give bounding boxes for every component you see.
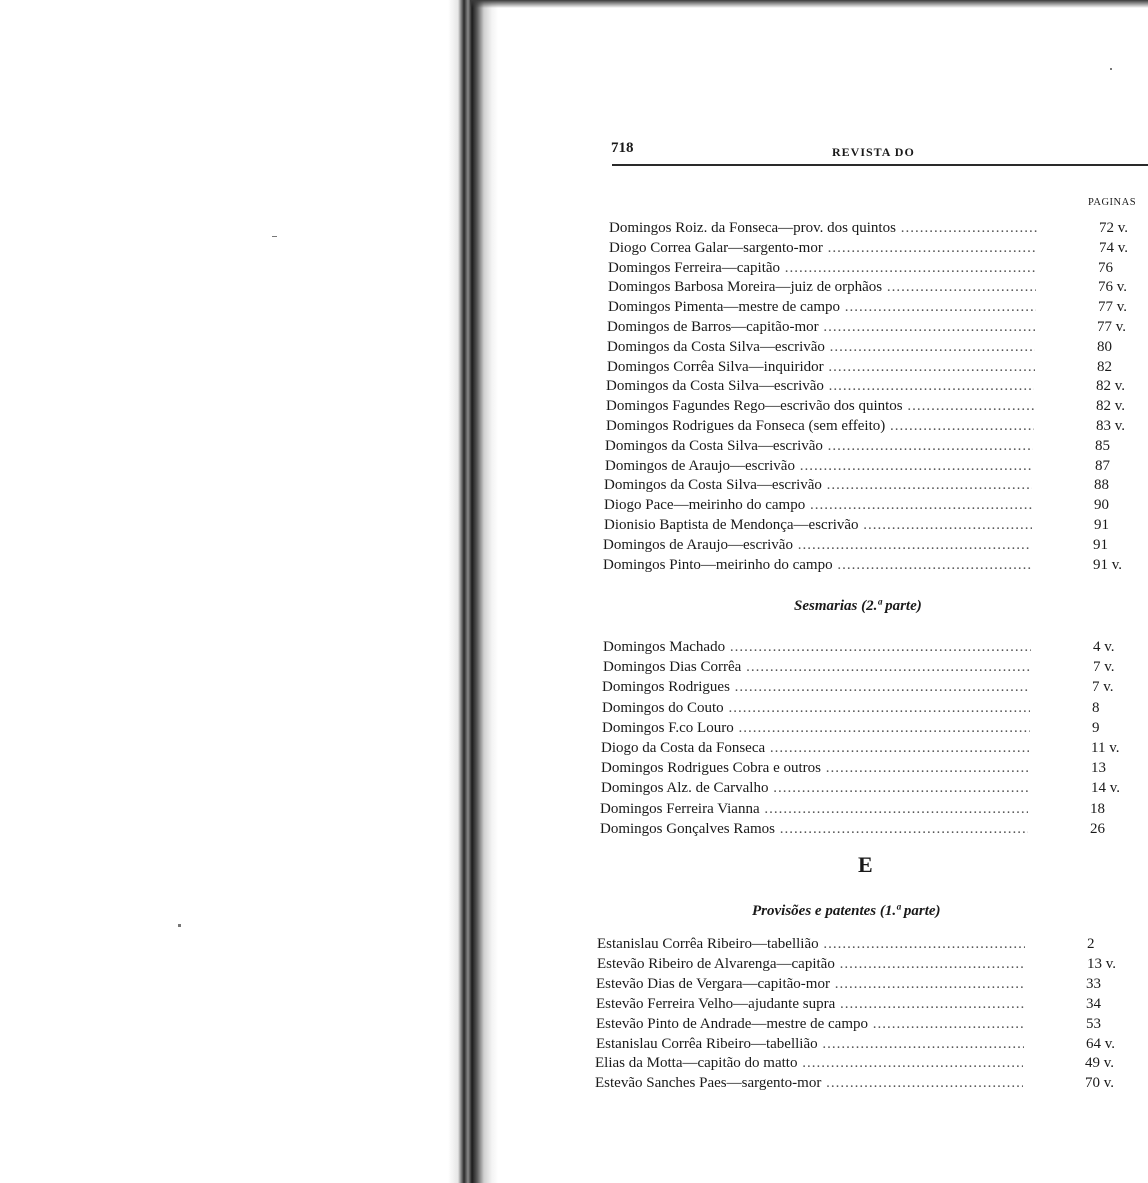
entry-name: Domingos Pimenta—mestre de campo ..... <box>608 297 1036 317</box>
entry-name: Domingos Corrêa Silva—inquiridor ..... <box>607 357 1035 377</box>
entry-page-ref: 4 v. <box>1093 639 1115 655</box>
entry-name: Domingos Dias Corrêa ..... <box>603 657 1031 677</box>
entry-name: Estevão Ribeiro de Alvarenga—capitão ..... <box>597 954 1025 974</box>
entry-name: Domingos de Araujo—escrivão ..... <box>605 456 1033 476</box>
entry-name: Domingos Alz. de Carvalho ..... <box>601 778 1029 798</box>
entry-page-ref: 9 <box>1092 720 1100 736</box>
entry-name: Domingos da Costa Silva—escrivão ..... <box>605 436 1033 456</box>
entry-name: Diogo Pace—meirinho do campo ..... <box>604 495 1032 515</box>
entry-page-ref: 91 <box>1093 537 1108 553</box>
entry-name: Estevão Pinto de Andrade—mestre de campo ..... <box>596 1014 1024 1034</box>
entry-page-ref: 82 v. <box>1096 378 1126 394</box>
entry-page-ref: 13 <box>1091 760 1106 776</box>
section-title-sesmarias: Sesmarias (2.ª parte) <box>794 598 922 614</box>
entry-name: Domingos F.co Louro ..... <box>602 718 1030 738</box>
page-top-shadow <box>470 0 1148 8</box>
entry-name: Estevão Dias de Vergara—capitão-mor ..... <box>596 974 1024 994</box>
entry-page-ref: 7 v. <box>1093 659 1115 675</box>
entry-name: Domingos da Costa Silva—escrivão ..... <box>606 376 1034 396</box>
entry-name: Domingos Rodrigues Cobra e outros ..... <box>601 758 1029 778</box>
book-gutter <box>448 0 498 1183</box>
entry-name: Domingos do Couto ..... <box>602 698 1030 718</box>
entry-page-ref: 77 v. <box>1097 319 1127 335</box>
entry-page-ref: 49 v. <box>1085 1055 1115 1071</box>
page-number: 718 <box>611 140 634 156</box>
entry-name: Domingos Ferreira Vianna ..... <box>600 799 1028 819</box>
entry-name: Elias da Motta—capitão do matto ..... <box>595 1053 1023 1073</box>
entry-page-ref: 33 <box>1086 976 1101 992</box>
entry-name: Domingos Gonçalves Ramos ..... <box>600 819 1028 839</box>
entry-page-ref: 70 v. <box>1085 1075 1115 1091</box>
entry-name: Domingos Pinto—meirinho do campo ..... <box>603 555 1031 575</box>
section-title-provisoes-patentes: Provisões e patentes (1.ª parte) <box>752 903 941 919</box>
entry-name: Estevão Sanches Paes—sargento-mor ..... <box>595 1073 1023 1093</box>
entry-page-ref: 80 <box>1097 339 1112 355</box>
entry-name: Domingos da Costa Silva—escrivão ..... <box>604 475 1032 495</box>
entry-page-ref: 87 <box>1095 458 1110 474</box>
entry-page-ref: 11 v. <box>1091 740 1120 756</box>
paper-speck <box>272 236 277 237</box>
entry-page-ref: 18 <box>1090 801 1105 817</box>
entry-page-ref: 91 v. <box>1093 557 1123 573</box>
entry-page-ref: 82 v. <box>1096 398 1126 414</box>
entry-page-ref: 8 <box>1092 700 1100 716</box>
entry-name: Domingos Ferreira—capitão ..... <box>608 258 1036 278</box>
entry-page-ref: 2 <box>1087 936 1095 952</box>
entry-name: Domingos Roiz. da Fonseca—prov. dos quintos ..... <box>609 218 1037 238</box>
entry-name: Domingos Fagundes Rego—escrivão dos quintos ..... <box>606 396 1034 416</box>
entry-name: Domingos Rodrigues da Fonseca (sem effeito) ..... <box>606 416 1034 436</box>
blank-left-page <box>0 0 462 1183</box>
paper-speck <box>1110 68 1112 70</box>
entry-page-ref: 76 v. <box>1098 279 1128 295</box>
entry-page-ref: 14 v. <box>1091 780 1121 796</box>
entry-name: Dionisio Baptista de Mendonça—escrivão ..... <box>604 515 1032 535</box>
entry-page-ref: 64 v. <box>1086 1036 1116 1052</box>
entry-page-ref: 34 <box>1086 996 1101 1012</box>
entry-name: Domingos da Costa Silva—escrivão ..... <box>607 337 1035 357</box>
entry-page-ref: 7 v. <box>1092 679 1114 695</box>
entry-name: Diogo da Costa da Fonseca ..... <box>601 738 1029 758</box>
entry-name: Estanislau Corrêa Ribeiro—tabellião ..... <box>596 1034 1024 1054</box>
pages-column-label: PAGINAS <box>1088 197 1137 208</box>
entry-name: Domingos de Barros—capitão-mor ..... <box>607 317 1035 337</box>
entry-name: Estanislau Corrêa Ribeiro—tabellião ..... <box>597 934 1025 954</box>
entry-name: Domingos Machado ..... <box>603 637 1031 657</box>
running-head: REVISTA DO <box>832 145 915 159</box>
entry-page-ref: 72 v. <box>1099 220 1129 236</box>
entry-page-ref: 91 <box>1094 517 1109 533</box>
entry-page-ref: 83 v. <box>1096 418 1126 434</box>
entry-page-ref: 74 v. <box>1099 240 1129 256</box>
entry-page-ref: 85 <box>1095 438 1110 454</box>
header-rule <box>612 164 1148 166</box>
entry-page-ref: 77 v. <box>1098 299 1128 315</box>
entry-name: Diogo Correa Galar—sargento-mor ..... <box>609 238 1037 258</box>
entry-page-ref: 13 v. <box>1087 956 1117 972</box>
entry-name: Domingos de Araujo—escrivão ..... <box>603 535 1031 555</box>
paper-speck <box>178 924 181 927</box>
entry-page-ref: 53 <box>1086 1016 1101 1032</box>
entry-page-ref: 88 <box>1094 477 1109 493</box>
entry-name: Domingos Barbosa Moreira—juiz de orphãos ..... <box>608 277 1036 297</box>
entry-page-ref: 26 <box>1090 821 1105 837</box>
entry-name: Domingos Rodrigues ..... <box>602 677 1030 697</box>
letter-heading: E <box>858 852 873 877</box>
entry-page-ref: 76 <box>1098 260 1113 276</box>
entry-page-ref: 90 <box>1094 497 1109 513</box>
entry-name: Estevão Ferreira Velho—ajudante supra ..... <box>596 994 1024 1014</box>
entry-page-ref: 82 <box>1097 359 1112 375</box>
